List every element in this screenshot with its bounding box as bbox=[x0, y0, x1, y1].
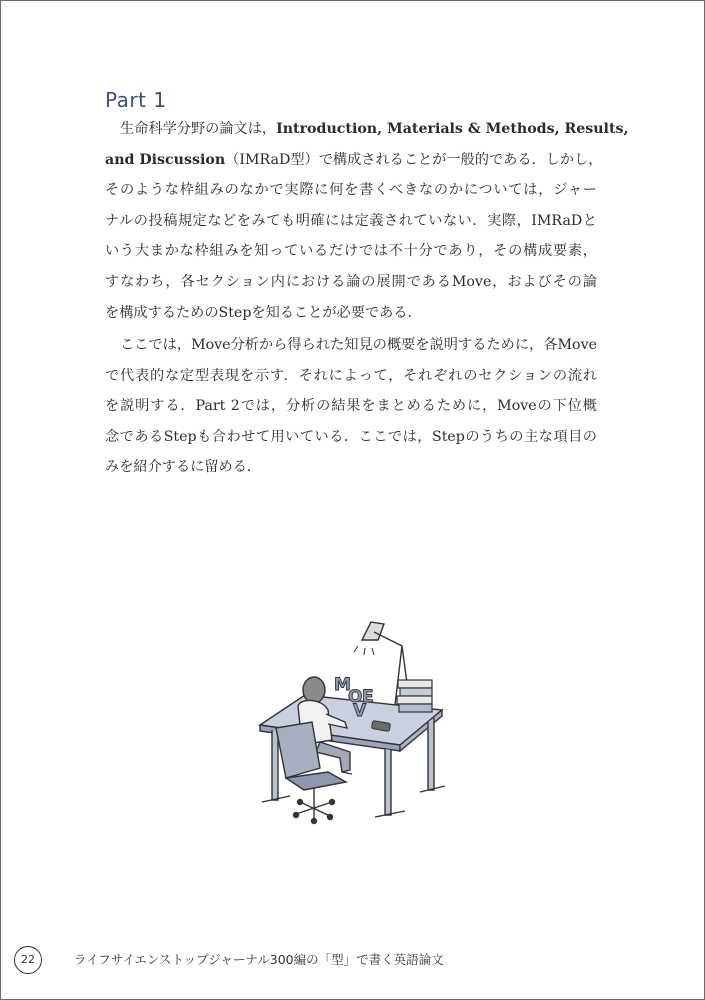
letter-block: M bbox=[334, 675, 351, 695]
paragraph-line: で代表的な定型表現を示す．それによって，それぞれのセクションの流れ bbox=[105, 367, 597, 384]
letter-block: V bbox=[353, 701, 367, 721]
paragraph-line: ナルの投稿規定などをみても明確には定義されていない．実際，IMRaDと bbox=[105, 212, 597, 229]
desk-illustration-svg bbox=[250, 610, 450, 835]
section-heading: Part 1 bbox=[105, 88, 167, 112]
text-span: 生命科学分野の論文は， bbox=[120, 121, 277, 137]
paragraph-line: そのような枠組みのなかで実際に何を書くべきなのかについては，ジャー bbox=[105, 182, 597, 199]
paragraph-line: すなわち，各セクション内における論の展開であるMove，およびその論 bbox=[105, 273, 597, 290]
paragraph-line bbox=[105, 114, 629, 145]
paragraph-line: を構成するためのStepを知ることが必要である． bbox=[105, 304, 422, 321]
letter-block: E bbox=[362, 687, 374, 707]
desk-illustration bbox=[250, 610, 450, 835]
paragraph-line: ここでは，Move分析から得られた知見の概要を説明するために，各Move bbox=[120, 337, 597, 353]
paragraph-line: いう大まかな枠組みを知っているだけでは不十分であり，その構成要素， bbox=[105, 243, 597, 260]
discussion-bold: and Discussion bbox=[105, 151, 226, 168]
running-footer-title: ライフサイエンストップジャーナル300編の「型」で書く英語論文 bbox=[74, 952, 444, 967]
paragraph-1 bbox=[105, 114, 629, 328]
paragraph-2 bbox=[105, 330, 597, 483]
page-number: 22 bbox=[14, 946, 42, 974]
letter-block: O bbox=[348, 687, 363, 707]
section-names-bold: Introduction, Materials & Methods, Results, bbox=[276, 121, 629, 137]
paragraph-line bbox=[105, 145, 603, 176]
text-span: （IMRaD型）で構成されることが一般的である．しかし， bbox=[225, 151, 603, 168]
book-stack bbox=[397, 680, 432, 712]
paragraph-line: みを紹介するに留める． bbox=[105, 459, 262, 476]
paragraph-line: 念であるStepも合わせて用いている．ここでは，Stepのうちの主な項目の bbox=[105, 428, 597, 445]
paragraph-line: を説明する．Part 2では，分析の結果をまとめるために，Moveの下位概 bbox=[105, 398, 597, 415]
